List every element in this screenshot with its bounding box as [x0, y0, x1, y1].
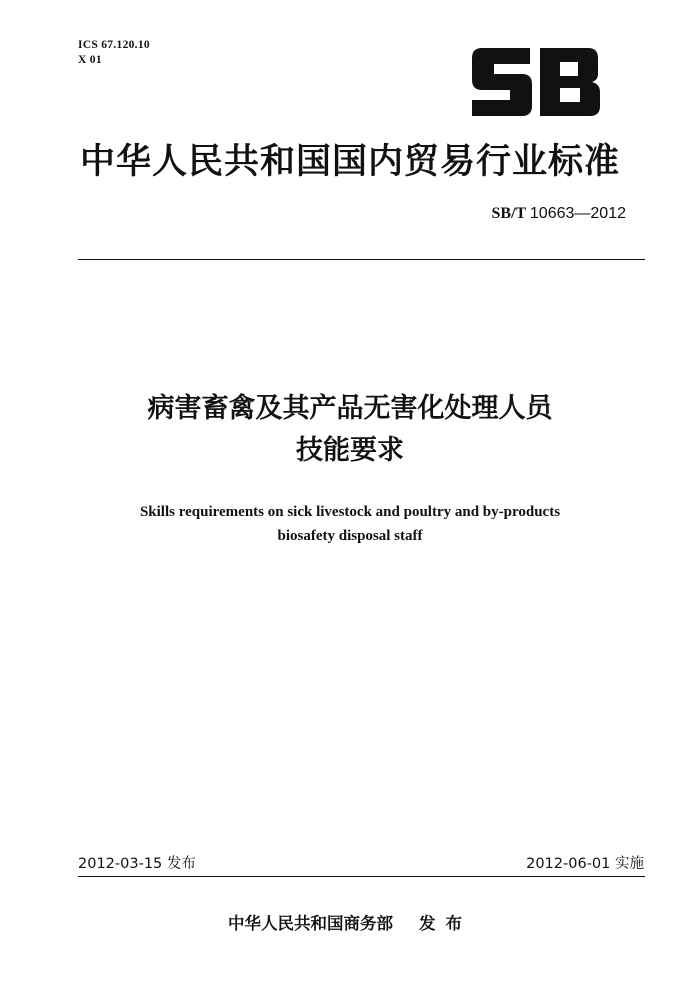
publisher-line — [0, 910, 700, 934]
title-zh-line-1: 病害畜禽及其产品无害化处理人员 — [147, 393, 553, 424]
document-title-en — [0, 500, 700, 548]
issuing-agency-header: 中华人民共和国国内贸易行业标准 — [79, 142, 620, 182]
ics-code: ICS 67.120.10 — [78, 39, 150, 51]
title-en-line-2: biosafety disposal staff — [277, 528, 423, 544]
ccs-code: X 01 — [78, 54, 102, 66]
title-en-line-1: Skills requirements on sick livestock and poultry and by-products — [139, 504, 561, 520]
publish-verb: 发布 — [419, 914, 472, 933]
logo-letter-s — [472, 48, 532, 116]
sb-logo — [470, 48, 604, 116]
title-zh-line-2: 技能要求 — [296, 435, 404, 466]
standard-code: 10663—2012 — [529, 205, 626, 222]
header-divider — [78, 259, 645, 260]
footer-divider — [78, 876, 645, 877]
publisher-org: 中华人民共和国商务部 — [228, 914, 393, 933]
logo-letter-b — [540, 48, 600, 116]
issue-date: 2012-03-15 发布 — [78, 856, 196, 872]
standard-number — [492, 205, 627, 223]
implementation-date: 2012-06-01 实施 — [526, 856, 644, 872]
classification-codes — [78, 38, 150, 68]
document-title-zh — [0, 388, 700, 472]
standard-prefix: SB/T — [491, 205, 526, 222]
